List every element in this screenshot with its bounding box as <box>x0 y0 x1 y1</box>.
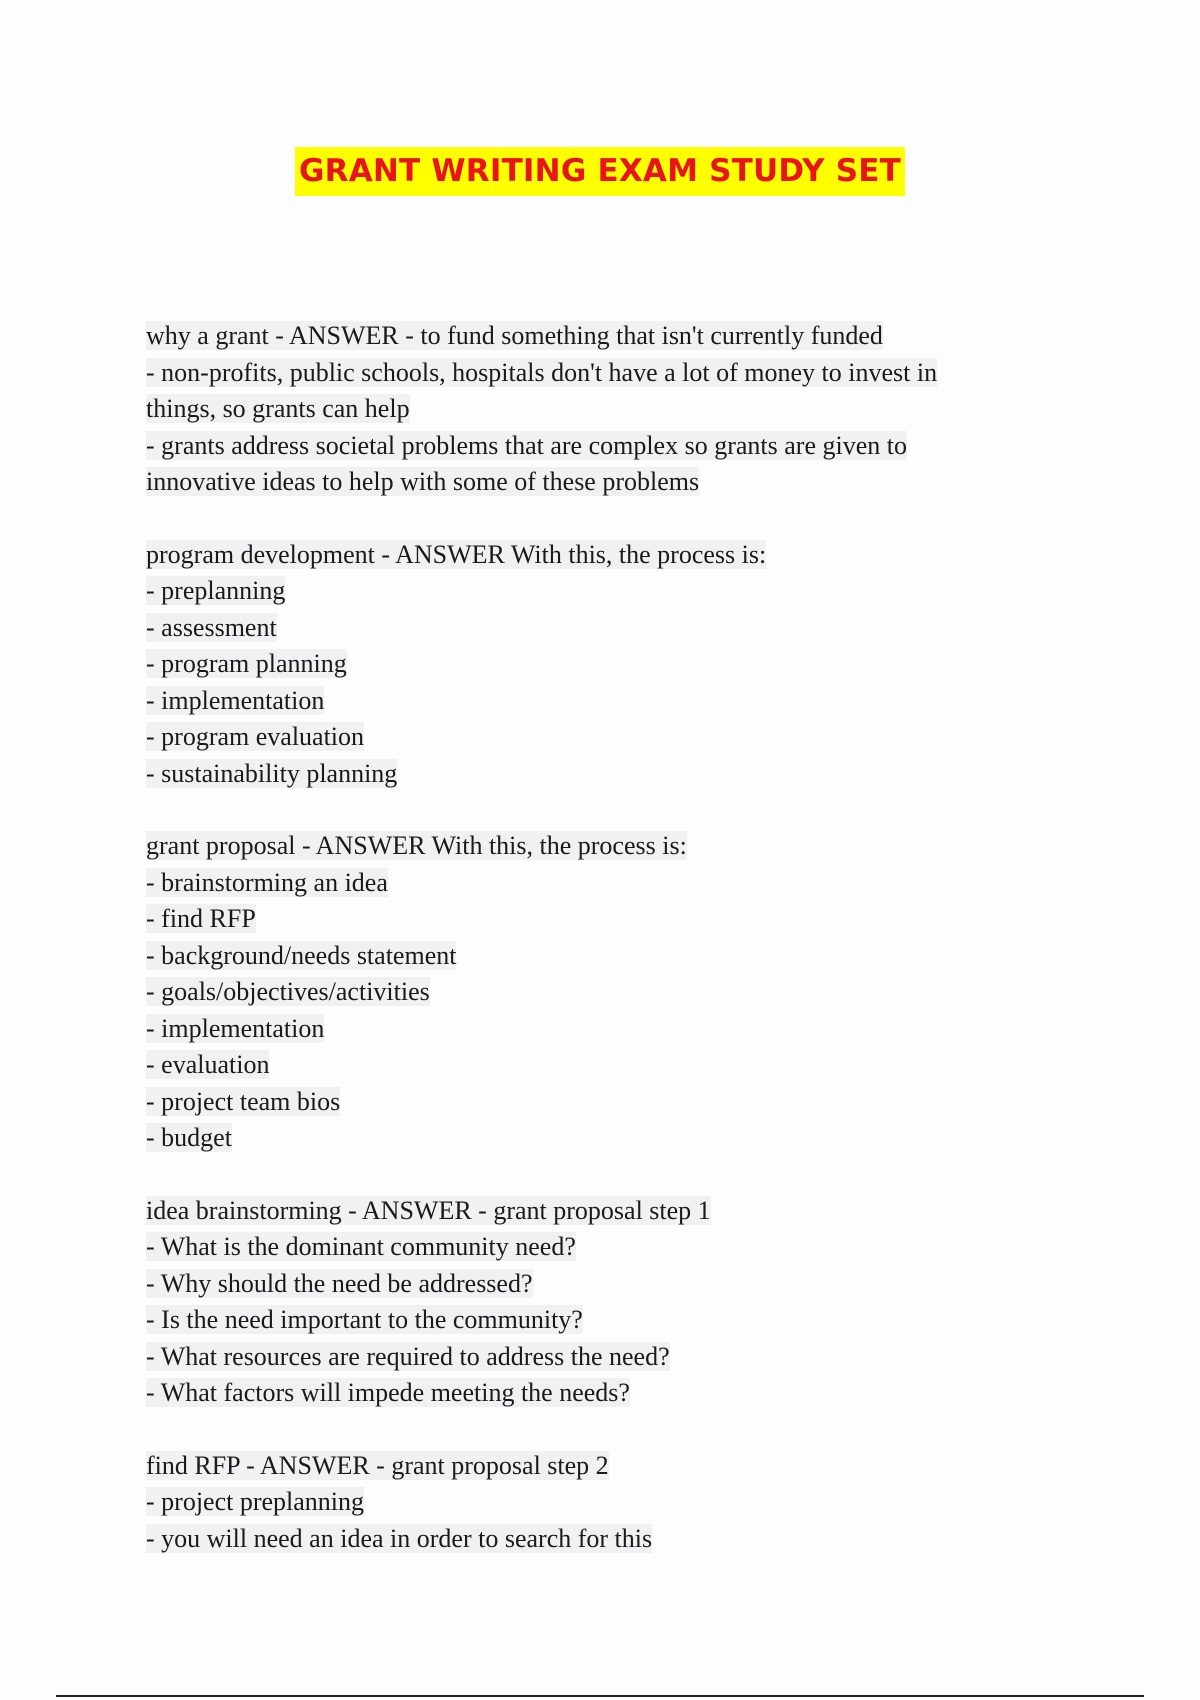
qa-entry-why-a-grant <box>146 318 1046 501</box>
text-line: - brainstorming an idea <box>146 867 388 897</box>
text-line: - implementation <box>146 1013 325 1043</box>
text-line: - What resources are required to address the need? <box>146 1341 670 1371</box>
text-line: - Is the need important to the community? <box>146 1305 583 1334</box>
text-line: - sustainability planning <box>146 758 398 788</box>
qa-entry-idea-brainstorming <box>146 1193 1046 1412</box>
text-line: program development - ANSWER With this, the process is: <box>146 539 767 569</box>
text-line: - you will need an idea in order to search for this <box>146 1523 653 1553</box>
text-line: - program evaluation <box>146 722 365 751</box>
text-line: - budget <box>146 1123 232 1152</box>
qa-entry-find-rfp <box>146 1448 1046 1558</box>
qa-entry-program-development <box>146 537 1046 793</box>
text-line: - evaluation <box>146 1050 270 1079</box>
text-line: - non-profits, public schools, hospitals don't have a lot of money to invest in <box>146 357 938 387</box>
text-line: - project preplanning <box>146 1487 365 1516</box>
text-line: - goals/objectives/activities <box>146 977 430 1006</box>
text-line: - preplanning <box>146 576 286 605</box>
text-line: grant proposal - ANSWER With this, the process is: <box>146 831 687 860</box>
text-line: - grants address societal problems that are complex so grants are given to <box>146 430 907 460</box>
text-line: - project team bios <box>146 1086 341 1116</box>
text-line: find RFP - ANSWER - grant proposal step 2 <box>146 1450 609 1480</box>
text-line: - What is the dominant community need? <box>146 1232 576 1261</box>
text-line: - program planning <box>146 649 347 678</box>
text-line: why a grant - ANSWER - to fund something that isn't currently funded <box>146 321 883 350</box>
qa-entry-grant-proposal <box>146 828 1046 1157</box>
study-set-content <box>146 318 1046 1593</box>
footer-divider <box>56 1695 1144 1697</box>
text-line: innovative ideas to help with some of these problems <box>146 467 700 496</box>
text-line: things, so grants can help <box>146 394 410 423</box>
text-line: - assessment <box>146 612 277 642</box>
text-line: - background/needs statement <box>146 940 457 970</box>
document-title: GRANT WRITING EXAM STUDY SET <box>295 147 905 196</box>
title-container <box>0 147 1200 196</box>
text-line: - Why should the need be addressed? <box>146 1268 533 1298</box>
text-line: - implementation <box>146 685 325 715</box>
text-line: - find RFP <box>146 904 256 933</box>
text-line: idea brainstorming - ANSWER - grant proposal step 1 <box>146 1195 711 1225</box>
text-line: - What factors will impede meeting the needs? <box>146 1378 630 1407</box>
